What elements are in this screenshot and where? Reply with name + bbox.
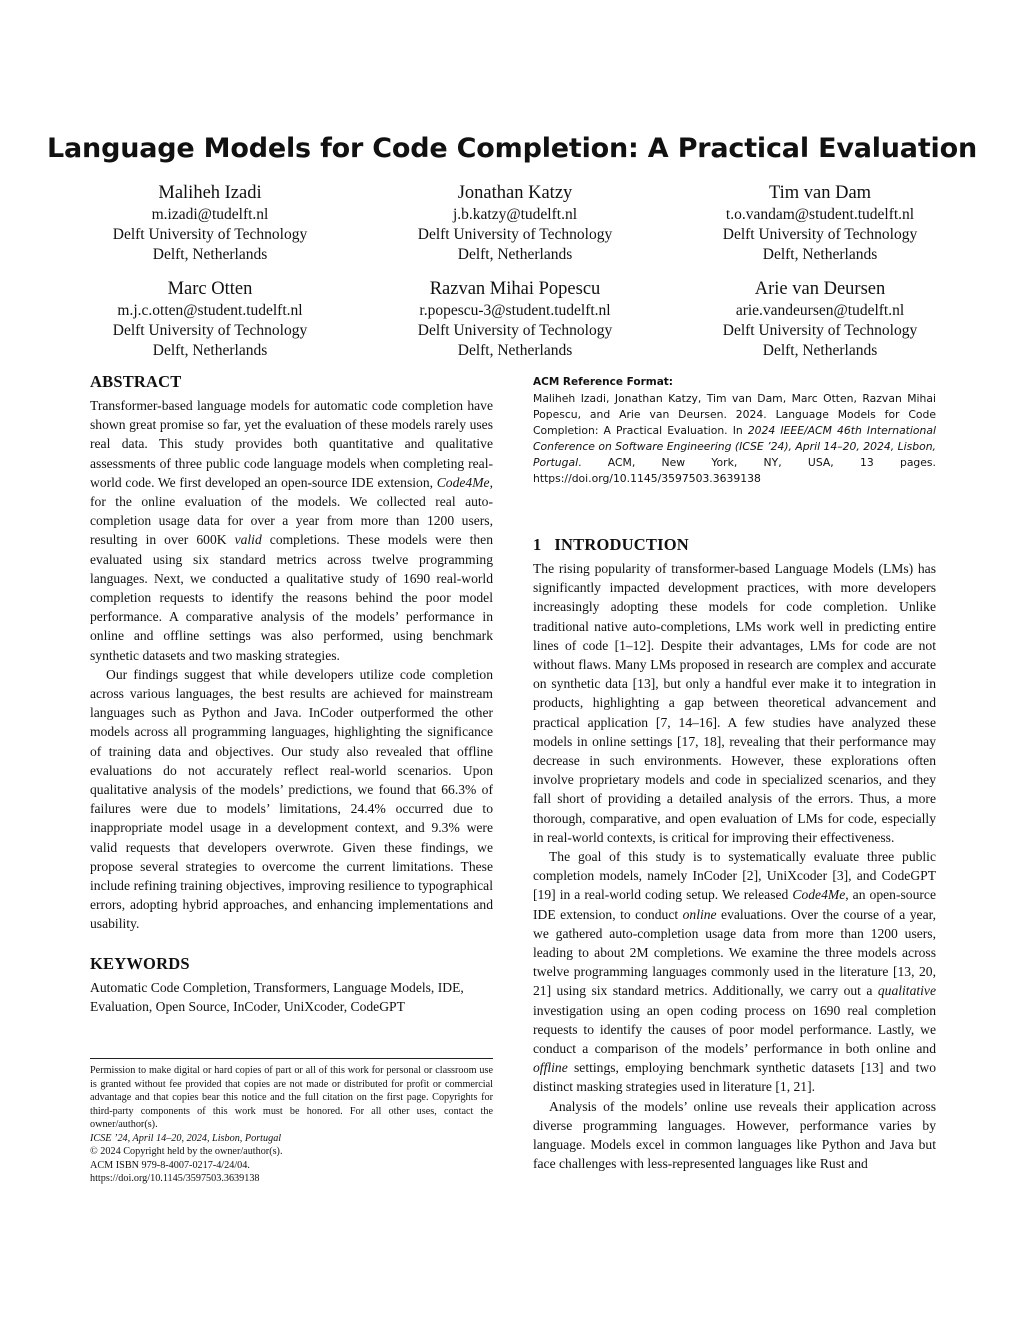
- paper-title: Language Models for Code Completion: A Practical Evaluation: [47, 133, 977, 164]
- abstract-heading: ABSTRACT: [90, 372, 182, 391]
- acm-venue: 2024 IEEE/ACM 46th International Conference on Software Engineering (ICSE ’24), April 14–20, 2024, Lisbon, Portugal: [533, 424, 936, 469]
- venue-line: ICSE ’24, April 14–20, 2024, Lisbon, Portugal: [90, 1132, 282, 1144]
- author-email: arie.vandeursen@tudelft.nl: [735, 302, 905, 319]
- author-location: Delft, Netherlands: [762, 342, 878, 359]
- author-location: Delft, Netherlands: [762, 246, 878, 263]
- keywords-text: Automatic Code Completion, Transformers, Language Models, IDE, Evaluation, Open Source, InCoder, UniXcoder, CodeGPT: [90, 979, 464, 1014]
- introduction-heading: 1 INTRODUCTION: [533, 535, 689, 554]
- author-block: [60, 182, 970, 374]
- code4me-term: Code4Me: [792, 887, 846, 903]
- author-name: Marc Otten: [167, 279, 253, 299]
- author-affiliation: Delft University of Technology: [417, 226, 613, 243]
- author-row: [60, 278, 970, 361]
- author-affiliation: Delft University of Technology: [112, 226, 308, 243]
- copyright-line: © 2024 Copyright held by the owner/author(s).: [90, 1146, 283, 1157]
- author-name: Tim van Dam: [768, 183, 872, 203]
- author-affiliation: Delft University of Technology: [722, 226, 918, 243]
- acm-reference-heading: ACM Reference Format:: [533, 376, 673, 388]
- keywords-heading: KEYWORDS: [90, 953, 190, 973]
- valid-term: valid: [234, 532, 262, 548]
- author-card: [60, 278, 360, 361]
- author-location: Delft, Netherlands: [457, 342, 573, 359]
- copyright-footnote: [90, 1058, 493, 1186]
- author-name: Maliheh Izadi: [158, 183, 262, 203]
- intro-paragraph: The goal of this study is to systematically evaluate three public completion models, namely InCoder [2], UniXcoder [3], and CodeGPT [19] in a real-world coding setup. We released Code4Me, an open-source IDE extension, to conduct online evaluations. Over the course of a year, we gathered auto-completion usage data from more than 1200 users, leading to about 2M completions. We examine the three models across twelve programming languages commonly used in the literature [13, 20, 21] using six standard metrics. Additionally, we carry out a qualitative investigation using an open coding process on 1690 real completion requests to identify the causes of poor model performance. Lastly, we conduct a comparison of the models’ performance in both online and offline settings, employing benchmark synthetic datasets [13] and two distinct masking strategies used in literature [1, 21].: [533, 849, 936, 1095]
- online-term: online: [682, 906, 717, 922]
- left-column: [90, 372, 493, 1016]
- author-card: [670, 278, 970, 361]
- intro-paragraph: Analysis of the models’ online use reveals their application across diverse programming languages. However, performance varies by language. Models excel in common languages like Python and Java but face challenges with less-represented languages like Rust and: [533, 1098, 936, 1172]
- author-email: m.j.c.otten@student.tudelft.nl: [117, 302, 303, 319]
- author-name: Jonathan Katzy: [457, 183, 573, 203]
- author-row: [60, 182, 970, 265]
- author-card: [365, 182, 665, 265]
- author-affiliation: Delft University of Technology: [417, 322, 613, 339]
- qualitative-term: qualitative: [877, 983, 936, 999]
- author-email: t.o.vandam@student.tudelft.nl: [725, 206, 915, 223]
- author-email: j.b.katzy@tudelft.nl: [452, 206, 578, 223]
- author-name: Arie van Deursen: [754, 279, 886, 299]
- offline-term: offline: [533, 1060, 568, 1076]
- author-affiliation: Delft University of Technology: [722, 322, 918, 339]
- author-name: Razvan Mihai Popescu: [429, 279, 601, 299]
- intro-paragraph: The rising popularity of transformer-based Language Models (LMs) has significantly impacted development practices, with more developers increasingly adopting these models for code completion. Unlike traditional native auto-completions, LMs work well in predicting entire lines of code [1–12]. Despite their advantages, LMs for code are not without flaws. Many LMs proposed in research are complex and accurate on synthetic data [13], but only a handful ever make it to integration in products, highlighting a gap between theoretical advancement and practical application [7, 14–16]. A few studies have analyzed these models in online settings [17, 18], revealing that their performance may decrease in such environments. However, these explorations often involve proprietary models and code in specialized scenarios, and they fall short of providing a detailed analysis of the errors. Thus, a more thorough, comparative, and open evaluation of LMs for code, especially in real-world contexts, is critical for improving their effectiveness.: [533, 561, 936, 845]
- author-location: Delft, Netherlands: [457, 246, 573, 263]
- author-affiliation: Delft University of Technology: [112, 322, 308, 339]
- author-email: m.izadi@tudelft.nl: [151, 206, 269, 223]
- abstract-paragraph: Transformer-based language models for automatic code completion have shown great promise so far, yet the evaluation of these models rarely uses real data. This study provides both quantitative and qualitative assessments of three public code language models when completing real-world code. We first developed an open-source IDE extension, Code4Me, for the online evaluation of the models. We collected real auto-completion usage data for over a year from more than 1200 users, resulting in over 600K valid completions. These models were then evaluated using six standard metrics across twelve programming languages. Next, we conducted a qualitative study of 1690 real-world completion requests to identify the reasons behind the poor model performance. A comparative analysis of the models’ performance in online and offline settings was also performed, using benchmark synthetic datasets and two masking strategies.: [90, 398, 493, 663]
- right-column: [533, 372, 936, 1174]
- author-card: [670, 182, 970, 265]
- code4me-term: Code4Me: [436, 474, 490, 490]
- author-email: r.popescu-3@student.tudelft.nl: [419, 302, 611, 319]
- acm-reference-text: Maliheh Izadi, Jonathan Katzy, Tim van Dam, Marc Otten, Razvan Mihai Popescu, and Arie van Deursen. 2024. Language Models for Code Completion: A Practical Evaluation. In 2024 IEEE/ACM 46th International Conference on Software Engineering (ICSE ’24), April 14–20, 2024, Lisbon, Portugal. ACM, New York, NY, USA, 13 pages. https://doi.org/10.1145/3597503.3639138: [533, 392, 936, 485]
- author-card: [365, 278, 665, 361]
- author-location: Delft, Netherlands: [152, 342, 268, 359]
- author-location: Delft, Netherlands: [152, 246, 268, 263]
- author-card: [60, 182, 360, 265]
- permission-notice: Permission to make digital or hard copies of part or all of this work for personal or classroom use is granted without fee provided that copies are not made or distributed for profit or commercial advantage and that copies bear this notice and the full citation on the first page. Copyrights for third-party components of this work must be honored. For all other uses, contact the owner/author(s).: [90, 1065, 493, 1130]
- abstract-paragraph: Our findings suggest that while developers utilize code completion across various languages, the best results are achieved for mainstream languages such as Python and Java. InCoder outperformed the other models across all programming languages, highlighting the significance of training data and objectives. Our study also revealed that offline evaluations do not accurately reflect real-world scenarios. Upon qualitative analysis of the models’ predictions, we found that 66.3% of failures were due to models’ limitations, 24.4% occurred due to inappropriate model usage in a development context, and 9.3% were valid requests that developers overwrote. Given these findings, we propose several strategies to overcome the current limitations. These include refining training objectives, improving resilience to typographical errors, adopting hybrid approaches, and enhancing implementations and usability.: [90, 666, 493, 932]
- doi-link[interactable]: https://doi.org/10.1145/3597503.3639138: [90, 1173, 260, 1184]
- isbn-line: ACM ISBN 979-8-4007-0217-4/24/04.: [90, 1159, 250, 1171]
